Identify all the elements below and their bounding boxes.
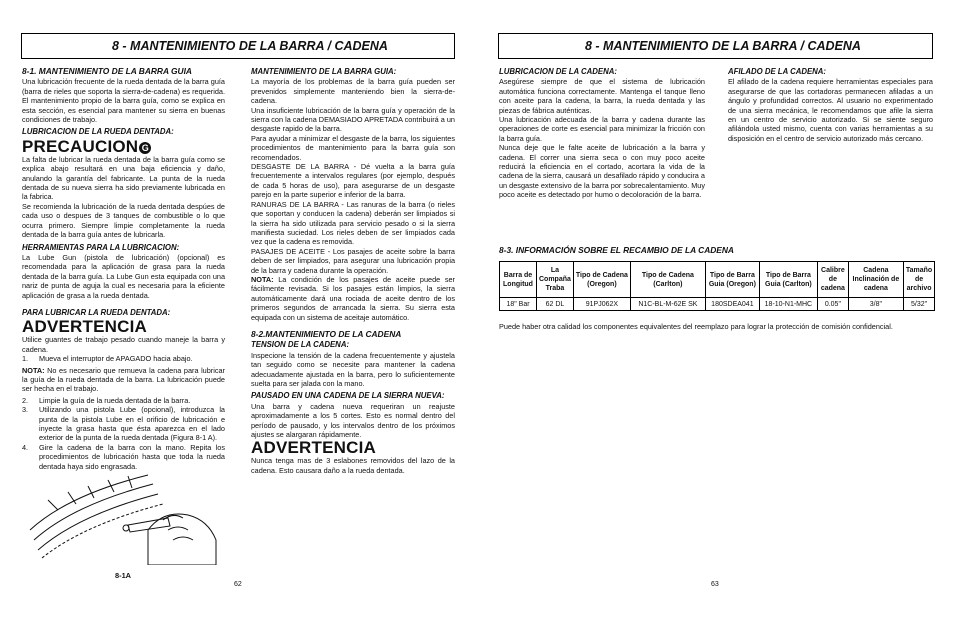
header-cell: Tipo de Barra Guia (Carlton) [759,262,817,298]
bar-wear-text: DESGASTE DE LA BARRA - Dé vuelta a la barra guía frecuentemente a intervalos regulares (por ejemplo, después de cada 5 horas de uso), para asegurarse de un desgaste parejo en la parte superior e inferior de la barra. [251,162,455,200]
bar-text-2: Una insuficiente lubricación de la barra guía y operación de la sierra con la cadena DEMASIADO APRETADA contribuirá a un desgaste rapido de la barra. [251,105,455,134]
note-1-label: NOTA: [22,365,45,375]
step-1 [22,354,225,363]
header-cell: Calibre de cadena [817,262,848,298]
step-2-number: 2. [22,395,29,405]
sharpening-heading: AFILADO DE LA CADENA: [728,67,827,76]
warning-heading-2: ADVERTENCIA [251,438,376,458]
table-cell: 3/8" [848,298,903,311]
precaution-icon: G [139,142,151,154]
right-page [477,0,954,618]
section-title-8-1: 8-1. MANTENIMIENTO DE LA BARRA GUIA [22,66,192,76]
header-cell: Cadena Inclinación de cadena [848,262,903,298]
chain-lub-text-1: Asegúrese siempre de que el sistema de lubricación automática funciona correctamente. Mantenga el tanque lleno con aceite para la cadena, la barra, la rueda dentada y las piezas de fábrica auténticas. [499,77,705,115]
bar-text-3: Para ayudar a minimizar el desgaste de la barra, los siguientes procedimientos de mantenimiento para la barra guía son recomendados. [251,133,455,162]
sharpening-text: El afilado de la cadena requiere herramientas especiales para asegurarse de que las cortadoras permanecen afiladas a un ángulo y profundidad correctos. Al usuario no experimentado de una sierra mecánica, le recomendamos que afile la sierra en un centro de servicio autorizado. Si se siente seguro afilándola usted mismo, cuenta con varias herramientas a su disposición en el centro de servicio autorizado más cercano. [728,77,933,143]
note-1-text: No es necesario que remueva la cadena para lubricar la guía de la rueda dentada de la barra. La lubricación puede ser hecha en el trabajo. [22,365,225,394]
header-cell: La Compaña Traba [537,262,574,298]
chain-lub-text-2: Una lubricación adecuada de la barra y cadena durante las operaciones de corte es esencial para minimizar la fricción con la barra guía. [499,115,705,143]
chain-lubrication-heading: LUBRICACION DE LA CADENA: [499,67,617,76]
tools-text: La Lube Gun (pistola de lubricación) (opcional) es recomendada para la aplicación de grasa para la rueda dentada de la barra guía. La Lube Gun esta equipada con una nariz de punta de aguja la cual es necesaria para la eficiente aplicación de grasa a la rueda dentada. [22,252,225,300]
header-cell: Tamaño de archivo [903,262,934,298]
replacement-note: Puede haber otra calidad los componentes equivalentes del reemplazo para lograr la protección de comisión confidencial. [499,322,893,331]
new-chain-text: Una barra y cadena nueva requeriran un reajuste aproximadamente a los 5 cortes. Esto es normal dentro del período de pausado, y los intervalos dentro de los próximos ajustes se alargaran rápidamente. [251,401,455,440]
lubrication-heading: LUBRICACION DE LA RUEDA DENTADA: [22,127,174,137]
intro-text: Una lubricación frecuente de la rueda dentada de la barra guía (barra de rieles que soporta la sierra-de-cadena) es requerida. El mantenimiento propio de la barra guía, como se explica en esta sección, es esencial para mantener su sierra en buenas condiciones de trabajo. [22,77,225,125]
chain-replacement-table [499,261,935,311]
lubrication-steps [22,354,225,363]
section-title-8-3: 8-3. INFORMACIÓN SOBRE EL RECAMBIO DE LA CADENA [499,245,734,255]
table-header-row [500,262,935,298]
tension-text: Inspecione la tensión de la cadena frecuentemente y ajustela tan seguido como se necesite para mantener la cadena adecuadamente ajustada en la barra, pero lo suficientemente suelta para ser jalada con la mano. [251,350,455,388]
header-cell: Tipo de Cadena (Oregon) [573,262,630,298]
step-3 [22,405,225,443]
note-2-label: NOTA: [251,274,274,284]
warning-text-1: Utilice guantes de trabajo pesado cuando maneje la barra y cadena. [22,335,225,354]
table-row [500,298,935,311]
table-cell: 18" Bar [500,298,537,311]
note-2 [251,275,455,322]
header-cell: Tipo de Cadena (Carlton) [630,262,705,298]
step-4-number: 4. [22,442,29,452]
step-2 [22,396,225,405]
table-cell: 91PJ062X [573,298,630,311]
lube-gun-illustration [28,470,218,565]
left-column-1 [22,67,225,471]
lubrication-steps-2 [22,396,225,471]
tension-heading: TENSION DE LA CADENA: [251,340,350,350]
chain-lub-text-3: Nunca deje que le falte aceite de lubricación a la barra y cadena. El correr una sierra seca o con muy poco aceite reducirá la eficiencia en el cortado, acortara la vida de la cadena de la sierra, causará un desafilado rápido y conducira a un desgaste extensivo de la barra por sobrecalentamiento. Muy poco aceite es detectado por humo o decoloración de la barra. [499,143,705,200]
table-cell: 180SDEA041 [705,298,759,311]
table-cell: 62 DL [537,298,574,311]
precaution-label: PRECAUCION [22,136,139,156]
bar-text-1: La mayoría de los problemas de la barra guía pueden ser prevenidos simplemente manteniendo bien la sierra-de-cadena. [251,77,455,106]
section-title-8-2: 8-2.MANTENIMIENTO DE LA CADENA [251,328,402,339]
step-1-number: 1. [22,354,29,364]
table-cell: 5/32" [903,298,934,311]
step-3-number: 3. [22,405,29,415]
lubrication-text-1: La falta de lubricar la rueda dentada de la barra guía como se explica abajo resultará en una baja eficiencia y daño, anulando la garantía del fabricante. La punta de la rueda dentada de su nueva sierra ha sido previamente lubricada en la fabrica. [22,154,225,202]
bar-grooves-text: RANURAS DE LA BARRA - Las ranuras de la barra (o rieles que soportan y conducen la cadena) deberán ser limpiados si la sierra ha sido utilizada para servicio pesado o si la sierra manifiesta suciedad. Los rieles deben de ser limpiados cada vez que la cadena es removida. [251,199,455,247]
tools-heading: HERRAMIENTAS PARA LA LUBRICACION: [22,242,180,252]
table-cell: 0.05" [817,298,848,311]
table-cell: 18-10-N1-MHC [759,298,817,311]
how-to-lubricate-heading: PARA LUBRICAR LA RUEDA DENTADA: [22,307,171,317]
right-column-2 [728,67,933,143]
page-number-left: 62 [234,581,242,588]
note-2-text: La condición de los pasajes de aceite puede ser fácilmente revisada. Si los pasajes están limpios, la sierra automáticamente dará una rociada de aceite dentro de los primeros segundos de arrancada la sierra. Su sierra esta equipada con un sistema de aceitaje automático. [251,274,455,322]
table-cell: N1C-BL-M-62E SK [630,298,705,311]
step-2-text: Limpie la guía de la rueda dentada de la barra. [39,395,191,405]
right-banner: 8 - MANTENIMIENTO DE LA BARRA / CADENA [498,33,933,59]
precaution-heading [22,138,225,155]
bar-maintenance-heading: MANTENIMIENTO DE LA BARRA GUIA: [251,67,397,76]
warning-text-2: Nunca tenga mas de 3 eslabones removidos del lazo de la cadena. Esto causara daño a la rueda dentada. [251,456,455,475]
lubrication-text-2: Se recomienda la lubricación de la rueda dentada despúes de cada uso o despues de 3 tanques de combustible o lo que ocurra primero. Siempre limpie completamente la rueda dentada de la barra guía antes de lubricarla. [22,201,225,240]
step-4-text: Gire la cadena de la barra con la mano. Repita los procedimientos de lubricación hasta que toda la rueda dentada haya sido engrasada. [39,442,225,471]
new-chain-heading: PAUSADO EN UNA CADENA DE LA SIERRA NUEVA: [251,391,445,401]
header-cell: Barra de Longitud [500,262,537,298]
step-4 [22,443,225,471]
note-1 [22,366,225,394]
step-1-text: Mueva el interruptor de APAGADO hacia abajo. [39,354,193,364]
warning-heading-1: ADVERTENCIA [22,317,147,337]
right-column-1 [499,67,705,200]
figure-label: 8-1A [115,571,132,580]
left-banner: 8 - MANTENIMIENTO DE LA BARRA / CADENA [21,33,455,59]
header-cell: Tipo de Barra Guia (Oregon) [705,262,759,298]
left-column-2 [251,67,455,475]
step-3-text: Utilizando una pistola Lube (opcional), introduzca la punta de la pistola Lube en el orificio de lubricación e inyecte la grasa hasta que ésta aparezca en el lado exterior de la punta de la rueda dentada (Figura 8-1 A). [39,405,225,443]
oil-passages-text: PASAJES DE ACEITE - Los pasajes de aceite sobre la barra deben de ser limpiados, para asegurar una lubricación propia de la barra y cadena durante la operación. [251,246,455,275]
page-number-right: 63 [711,581,719,588]
